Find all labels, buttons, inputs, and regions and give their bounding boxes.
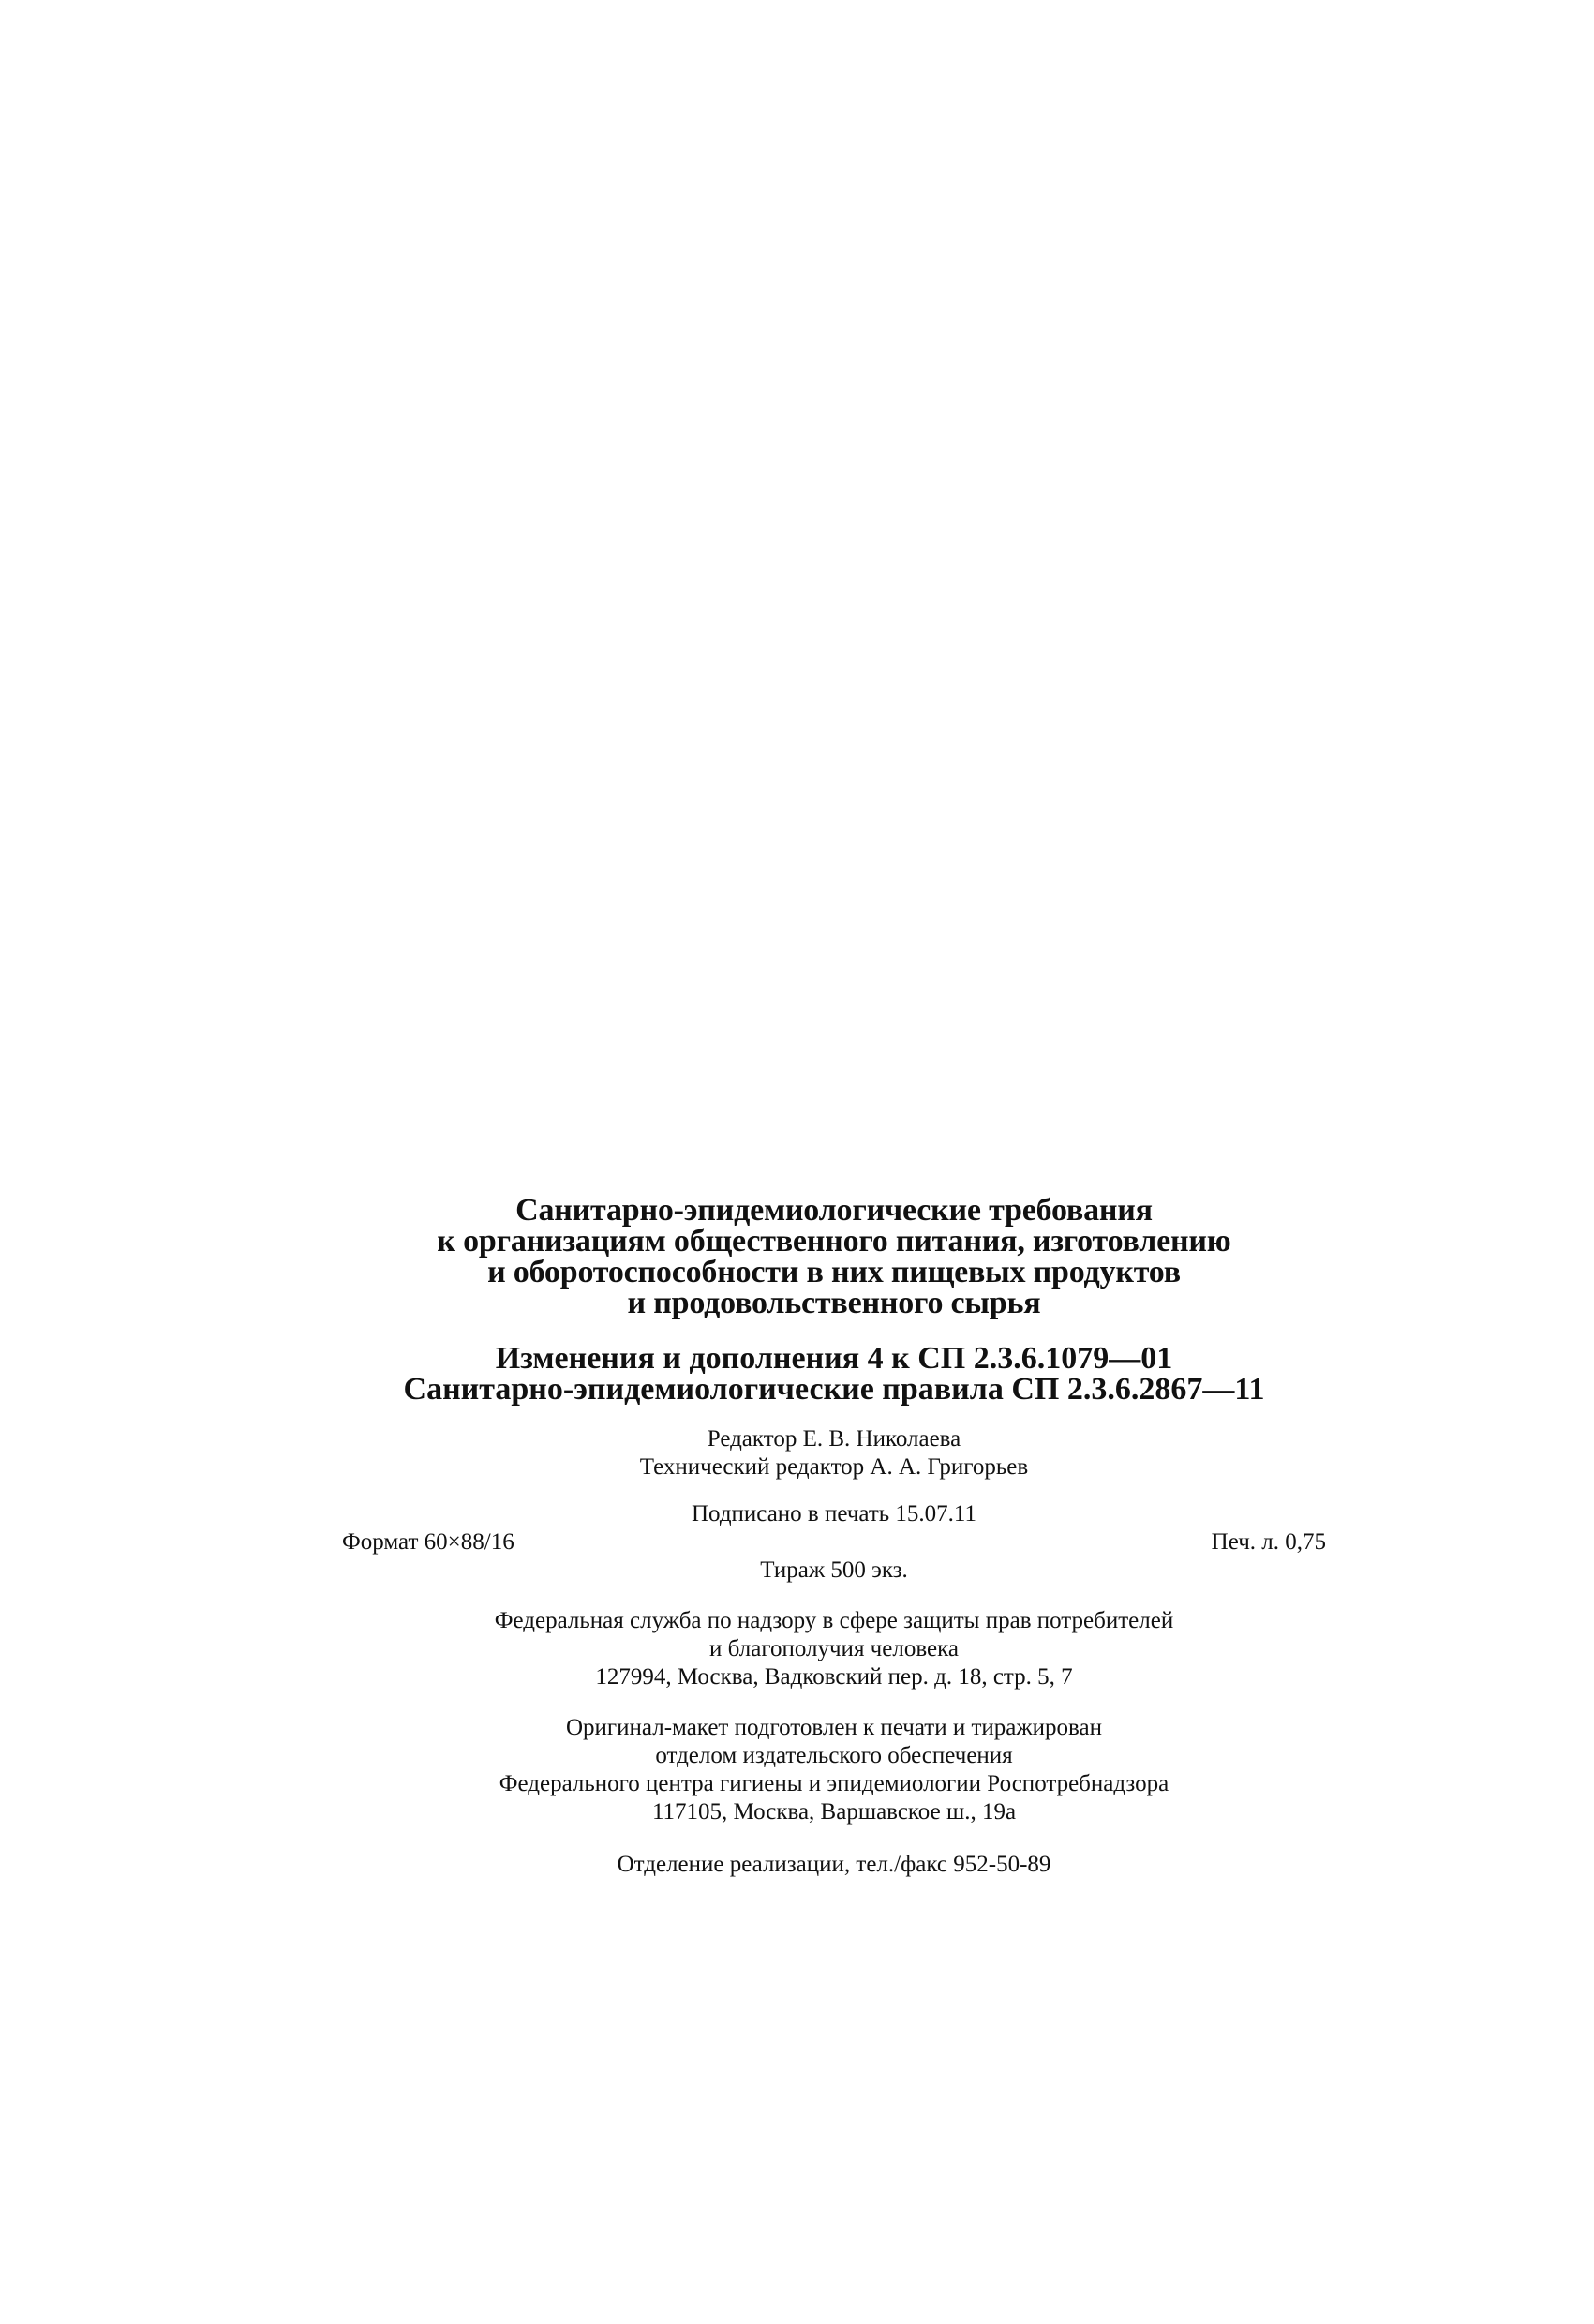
producer-line: Федерального центра гигиены и эпидемиологии Роспотребнадзора bbox=[499, 1771, 1169, 1796]
subtitle-line: Санитарно-эпидемиологические правила СП 2.3.6.2867—11 bbox=[403, 1372, 1265, 1407]
print-details bbox=[342, 1500, 1326, 1585]
editorial-credits bbox=[342, 1425, 1326, 1482]
org-line: Федеральная служба по надзору в сфере защиты прав потребителей bbox=[494, 1608, 1174, 1633]
signed-for-print: Подписано в печать 15.07.11 bbox=[691, 1501, 977, 1527]
document-subtitle bbox=[342, 1343, 1326, 1405]
paper-format: Формат 60×88/16 bbox=[342, 1529, 514, 1555]
tech-editor-credit: Технический редактор А. А. Григорьев bbox=[639, 1454, 1029, 1480]
title-line: и оборотоспособности в них пищевых продуктов bbox=[487, 1255, 1181, 1289]
title-line: к организациям общественного питания, изготовлению bbox=[437, 1224, 1231, 1259]
sales-department: Отделение реализации, тел./факс 952-50-89 bbox=[617, 1852, 1051, 1877]
producer-line: Оригинал-макет подготовлен к печати и тиражирован bbox=[565, 1715, 1102, 1740]
producer-address: 117105, Москва, Варшавское ш., 19а bbox=[651, 1799, 1017, 1825]
publisher-organization bbox=[342, 1607, 1326, 1691]
subtitle-line: Изменения и дополнения 4 к СП 2.3.6.1079—01 bbox=[495, 1341, 1173, 1376]
printed-sheets: Печ. л. 0,75 bbox=[1211, 1529, 1326, 1555]
document-title bbox=[342, 1195, 1326, 1318]
title-line: Санитарно-эпидемиологические требования bbox=[515, 1193, 1153, 1228]
circulation: Тираж 500 экз. bbox=[760, 1557, 908, 1583]
layout-producer bbox=[342, 1714, 1326, 1826]
editor-credit: Редактор Е. В. Николаева bbox=[707, 1426, 961, 1452]
imprint-page bbox=[342, 1195, 1326, 1879]
org-address: 127994, Москва, Вадковский пер. д. 18, стр. 5, 7 bbox=[595, 1664, 1073, 1690]
title-line: и продовольственного сырья bbox=[627, 1286, 1041, 1320]
format-row bbox=[342, 1528, 1326, 1557]
org-line: и благополучия человека bbox=[709, 1636, 959, 1661]
producer-line: отделом издательского обеспечения bbox=[655, 1743, 1013, 1768]
